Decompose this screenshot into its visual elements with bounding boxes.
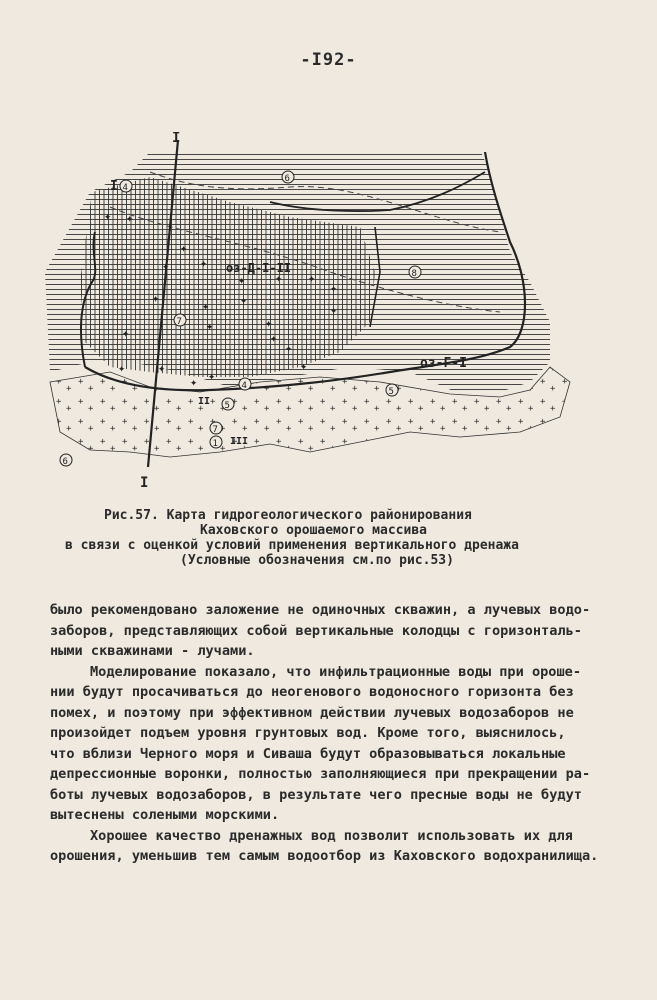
svg-text:✦: ✦ (330, 281, 338, 295)
caption-line: Каховского орошаемого массива (200, 523, 427, 538)
svg-text:7: 7 (176, 317, 182, 327)
svg-text:4: 4 (241, 381, 247, 391)
svg-text:✦: ✦ (118, 361, 126, 375)
body-text (50, 600, 640, 867)
text-line: ными скважинами - лучами. (50, 643, 255, 659)
svg-text:4: 4 (122, 183, 128, 193)
section-label-top: I (172, 132, 181, 146)
caption-line: (Условные обозначения см.по рис.53) (180, 553, 454, 568)
circled-number (60, 454, 72, 467)
svg-text:✦: ✦ (190, 375, 198, 389)
svg-text:1: 1 (212, 439, 218, 449)
svg-text:✦: ✦ (202, 299, 210, 313)
text-line: нии будут просачиваться до неогенового водоносного горизонта без (50, 684, 574, 700)
svg-text:✦: ✦ (162, 259, 170, 273)
zone-label-iii: III (230, 436, 249, 447)
caption-line: в связи с оценкой условий применения вертикального дренажа (65, 538, 519, 553)
svg-text:✦: ✦ (285, 341, 293, 355)
svg-text:✦: ✦ (126, 211, 134, 225)
caption-line: Рис.57. Карта гидрогеологического районирования (104, 508, 472, 523)
svg-text:✦: ✦ (158, 361, 166, 375)
svg-text:✦: ✦ (300, 359, 308, 373)
section-label-left: I (110, 179, 118, 194)
text-line: орошения, уменьшив тем самым водоотбор из Каховского водохранилища. (50, 848, 599, 864)
page-number: -I92- (300, 50, 357, 70)
svg-text:✦: ✦ (275, 271, 283, 285)
svg-text:✦: ✦ (208, 369, 216, 383)
svg-text:✦: ✦ (200, 256, 208, 270)
text-line: помех, и поэтому при эффективном действии лучевых водозаборов не (50, 704, 574, 721)
svg-text:✦: ✦ (180, 241, 188, 255)
figure-caption (65, 508, 630, 568)
svg-text:✦: ✦ (265, 316, 273, 330)
svg-text:5: 5 (224, 401, 230, 411)
text-line: боты лучевых водозаборов, в результате чего пресные воды не будут (50, 786, 582, 803)
svg-text:✦: ✦ (330, 303, 338, 317)
hydrogeological-map (30, 132, 590, 492)
svg-text:✦: ✦ (238, 273, 246, 287)
svg-text:6: 6 (62, 457, 68, 467)
svg-text:5: 5 (388, 387, 394, 397)
svg-text:✦: ✦ (240, 293, 248, 307)
text-line: Хорошее качество дренажных вод позволит использовать их для (90, 827, 573, 844)
text-line: что вблизи Черного моря и Сиваша будут образовываться локальные (50, 745, 566, 762)
zone-label-ii: II (198, 396, 211, 407)
text-line: Моделирование показало, что инфильтрационные воды при ороше- (90, 663, 582, 680)
zone-label-oz-g: оз-Г-I (420, 356, 467, 371)
text-line: было рекомендовано заложение не одиночных скважин, а лучевых водо- (50, 602, 591, 618)
text-line: депрессионные воронки, полностью заполняющиеся при прекращении ра- (50, 766, 591, 782)
svg-text:✦: ✦ (270, 331, 278, 345)
text-line: вытеснены солеными морскими. (50, 807, 280, 823)
svg-text:✦: ✦ (122, 326, 130, 340)
section-label-bottom: I (140, 475, 149, 491)
svg-text:✦: ✦ (308, 271, 316, 285)
svg-text:✦: ✦ (152, 291, 160, 305)
zone-label-oz-d: оз-Д-I-II (226, 261, 292, 275)
text-line: заборов, представляющих собой вертикальные колодцы с горизонталь- (50, 622, 582, 639)
svg-text:6: 6 (284, 174, 290, 184)
svg-text:7: 7 (212, 425, 218, 435)
text-line: произойдет подъем уровня грунтовых вод. Кроме того, выяснилось, (50, 725, 566, 741)
svg-text:8: 8 (411, 269, 417, 279)
svg-text:✦: ✦ (104, 209, 112, 223)
svg-text:✦: ✦ (206, 319, 214, 333)
